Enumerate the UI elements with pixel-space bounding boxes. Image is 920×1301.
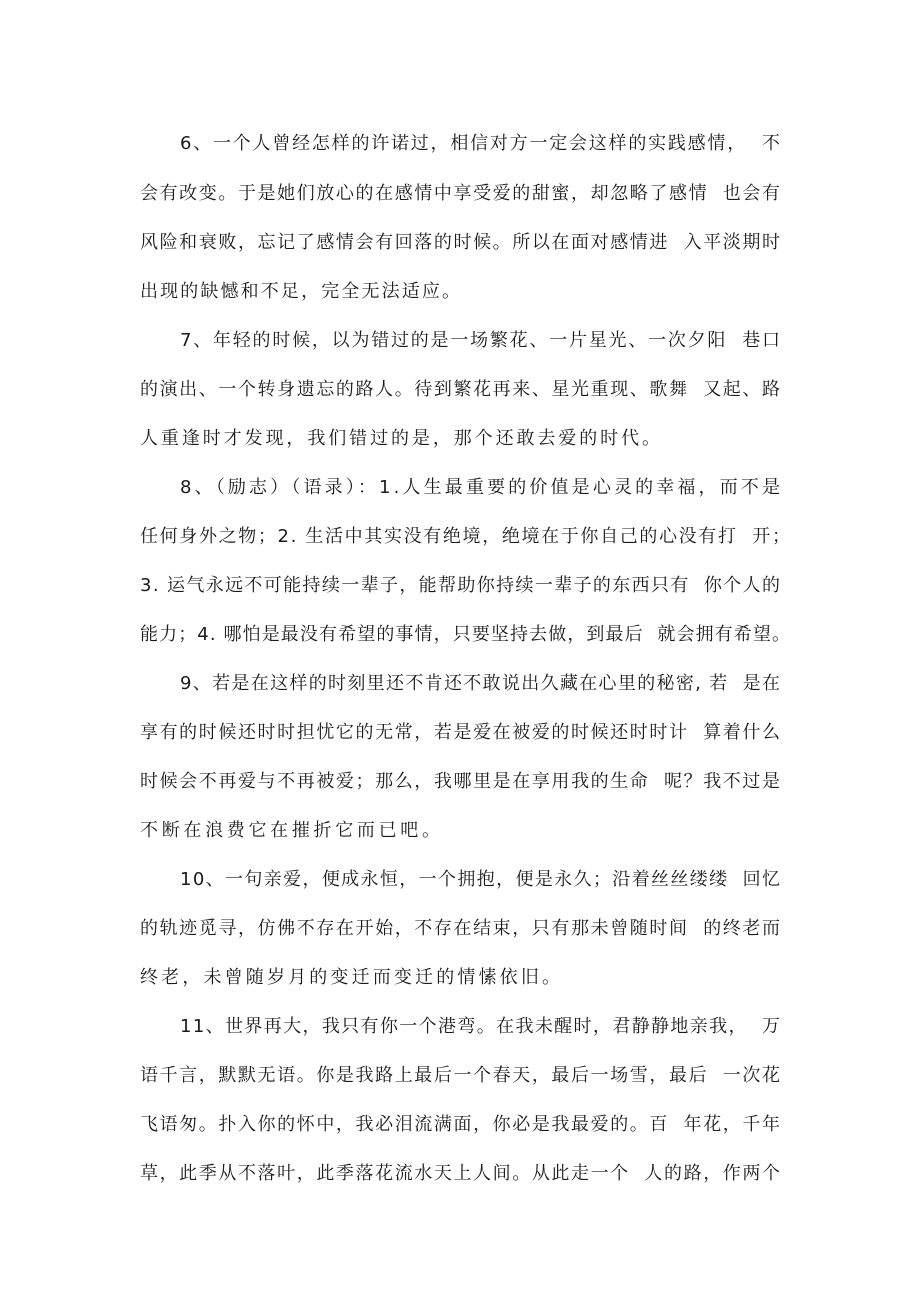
text-line: 的轨迹觅寻，仿佛不存在开始，不存在结束，只有那未曾随时间 的终老而 [140, 918, 782, 939]
text-line: 享有的时候还时时担忧它的无常，若是爱在被爱的时候还时时计 算着什么 [140, 722, 782, 743]
text-line: 8、（励志）（语录）：1.人生最重要的价值是心灵的幸福，而不是 [180, 477, 784, 498]
text-line: 的演出、一个转身遗忘的路人。待到繁花再来、星光重现、歌舞 又起、路 [140, 379, 782, 400]
text-line: 飞语匆。扑入你的怀中，我必泪流满面，你必是我最爱的。百 年花，千年 [140, 1114, 782, 1135]
text-line: 时候会不再爱与不再被爱；那么，我哪里是在享用我的生命 呢？我不过是 [140, 771, 782, 792]
text-line: 任何身外之物；2. 生活中其实没有绝境，绝境在于你自己的心没有打 开； [140, 526, 792, 547]
text-line: 会有改变。于是她们放心的在感情中享受爱的甜蜜，却忽略了感情 也会有 [140, 183, 782, 204]
text-line: 语千言，默默无语。你是我路上最后一个春天，最后一场雪，最后 一次花 [140, 1065, 782, 1086]
text-line: 3. 运气永远不可能持续一辈子，能帮助你持续一辈子的东西只有 你个人的 [140, 575, 782, 596]
text-line: 出现的缺憾和不足，完全无法适应。 [140, 281, 463, 302]
text-line: 9、若是在这样的时刻里还不肯还不敢说出久藏在心里的秘密, 若 是在 [180, 673, 782, 694]
text-line: 7、年轻的时候，以为错过的是一场繁花、一片星光、一次夕阳 巷口 [180, 330, 782, 351]
text-line: 能力；4. 哪怕是最没有希望的事情，只要坚持去做，到最后 就会拥有希望。 [140, 624, 792, 645]
text-line: 6、一个人曾经怎样的许诺过，相信对方一定会这样的实践感情， 不 [180, 133, 782, 154]
text-line: 草，此季从不落叶，此季落花流水天上人间。从此走一个 人的路，作两个 [140, 1163, 782, 1184]
text-line: 终老，未曾随岁月的变迁而变迁的情愫依旧。 [140, 967, 564, 988]
text-line: 10、一句亲爱，便成永恒，一个拥抱，便是永久；沿着丝丝缕缕 回忆 [180, 869, 782, 890]
text-line: 人重逢时才发现，我们错过的是，那个还敢去爱的时代。 [140, 428, 663, 449]
text-line: 风险和衰败，忘记了感情会有回落的时候。所以在面对感情进 入平淡期时 [140, 232, 782, 253]
text-line: 11、世界再大，我只有你一个港弯。在我未醒时，君静静地亲我， 万 [180, 1016, 782, 1037]
text-line: 不断在浪费它在摧折它而已吧。 [140, 820, 444, 841]
